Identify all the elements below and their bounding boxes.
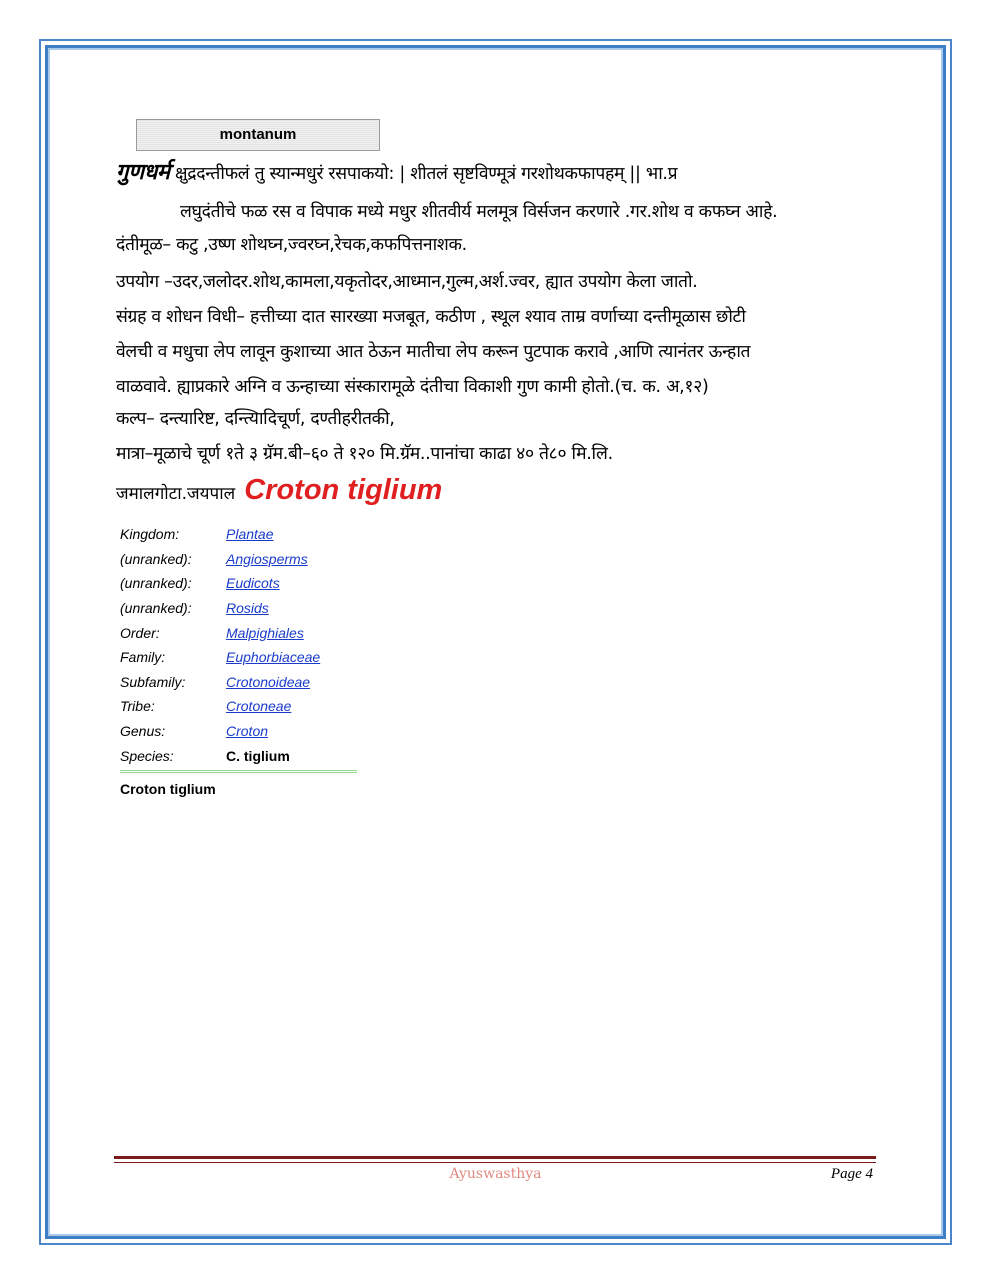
taxonomy-table [120,522,357,797]
taxonomy-key: (unranked): [120,575,192,592]
text-line-5: संग्रह व शोधन विधी– हत्तीच्या दात सारख्या मजबूत, कठीण , स्थूल श्याव ताम्र वर्णाच्या दन्तीमूळास छोटी [116,307,746,327]
text-line-1-rest: क्षुद्रदन्तीफलं तु स्यान्मधुरं रसपाकयो: | शीतलं सृष्टविण्मूत्रं गरशोथकफापहम् || भा.प्र [175,164,678,184]
taxonomy-row [120,694,357,719]
taxonomy-key: Kingdom: [120,526,180,543]
taxonomy-row [120,620,357,645]
taxonomy-key: Species: [120,747,174,764]
text-line-3: दंतीमूळ– कटु ,उष्ण शोथघ्न,ज्वरघ्न,रेचक,कफपित्तनाशक. [116,235,467,255]
taxonomy-row [120,670,357,695]
croton-heading-marathi: जमालगोटा.जयपाल [116,484,236,504]
croton-heading [116,474,442,507]
taxonomy-row [120,743,357,768]
taxonomy-divider [120,770,357,773]
taxonomy-link-family[interactable]: Euphorbiaceae [226,649,321,666]
taxonomy-link-kingdom[interactable]: Plantae [226,526,274,543]
taxonomy-binomial: Croton tiglium [120,780,216,797]
footer-page-number: Page 4 [830,1166,873,1182]
taxonomy-row [120,596,357,621]
taxonomy-key: Family: [120,649,166,666]
taxonomy-link-tribe[interactable]: Crotoneae [226,698,292,715]
text-line-6: वेलची व मधुचा लेप लावून कुशाच्या आत ठेऊन मातीचा लेप करून पुटपाक करावे ,आणि त्यानंतर ऊन्हात [116,342,751,362]
taxonomy-key: (unranked): [120,550,192,567]
taxonomy-species-value: C. tiglium [226,747,290,764]
taxonomy-link-order[interactable]: Malpighiales [226,624,304,641]
taxonomy-key: Genus: [120,723,166,740]
taxonomy-key: (unranked): [120,600,192,617]
text-line-4: उपयोग –उदर,जलोदर.शोथ,कामला,यकृतोदर,आध्मान,गुल्म,अर्श.ज्वर, ह्यात उपयोग केला जातो. [116,272,698,292]
taxonomy-key: Subfamily: [120,673,186,690]
taxonomy-link-eudicots[interactable]: Eudicots [226,575,280,592]
text-line-7: वाळवावे. ह्याप्रकारे अग्नि व ऊन्हाच्या संस्कारामूळे दंतीचा विकाशी गुण कामी होतो.(च. क. अ,१२) [116,377,709,397]
gunadharma-heading: गुणधर्म [116,159,170,185]
taxonomy-row [120,547,357,572]
taxonomy-key: Order: [120,624,160,641]
taxonomy-key: Tribe: [120,698,155,715]
text-line-1 [116,156,677,186]
footer-title: Ayuswasthya [449,1166,542,1182]
taxonomy-link-angiosperms[interactable]: Angiosperms [226,550,308,567]
header-box-label: montanum [219,126,297,143]
text-line-9: मात्रा–मूळाचे चूर्ण १ते ३ ग्रॅम.बी–६० ते १२० मि.ग्रॅम..पानांचा काढा ४० ते८० मि.लि. [116,444,613,464]
taxonomy-link-subfamily[interactable]: Crotonoideae [226,673,311,690]
taxonomy-row [120,522,357,547]
croton-heading-latin: Croton tiglium [244,474,443,506]
text-line-2: लघुदंतीचे फळ रस व विपाक मध्ये मधुर शीतवीर्य मलमूत्र विर्सजन करणारे .गर.शोथ व कफघ्न आहे. [180,202,778,222]
footer-divider [114,1156,876,1163]
taxonomy-link-genus[interactable]: Croton [226,723,269,740]
taxonomy-link-rosids[interactable]: Rosids [226,600,269,617]
text-line-8: कल्प– दन्त्यारिष्ट, दन्त्यिादिचूर्ण, दण्तीहरीतकी, [116,409,395,429]
taxonomy-row [120,645,357,670]
taxonomy-row [120,571,357,596]
header-box [136,119,380,151]
taxonomy-row [120,719,357,744]
